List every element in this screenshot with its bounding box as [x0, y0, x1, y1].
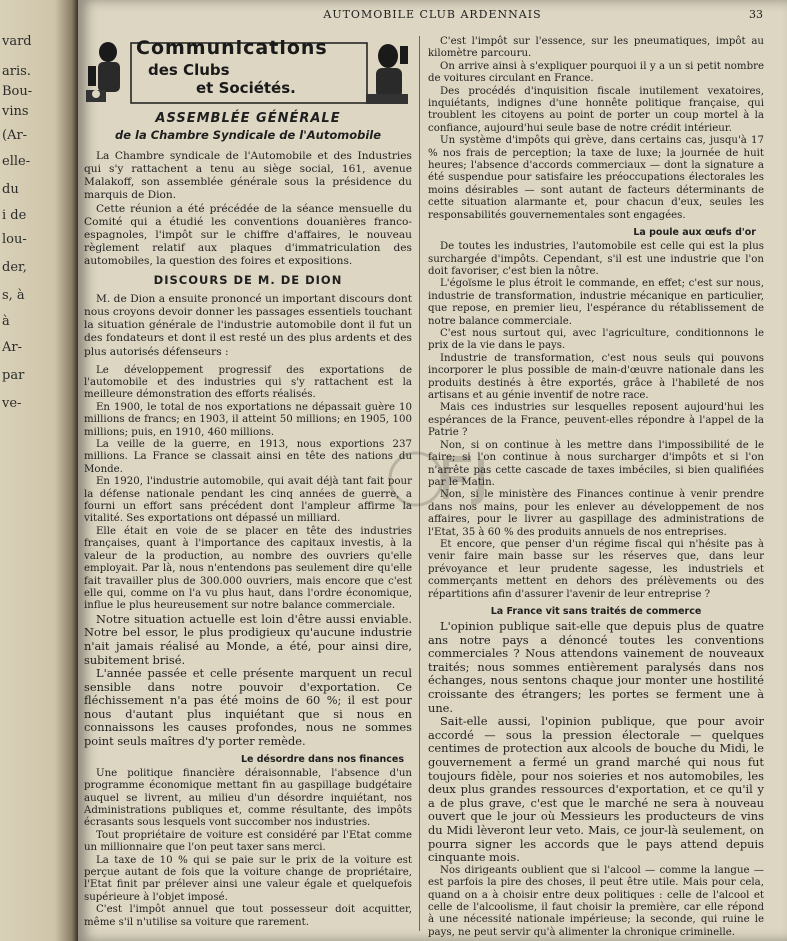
- facing-page-text-fragment: elle-: [2, 154, 31, 169]
- article-subtitle: de la Chambre Syndicale de l'Automobile: [114, 128, 382, 143]
- facing-page-text-fragment: à: [2, 314, 10, 329]
- facing-page-text-fragment: aris.: [2, 64, 31, 79]
- speech-heading: DISCOURS DE M. DE DION: [153, 273, 343, 288]
- finances-paragraph: Tout propriétaire de voiture est considéré par l'Etat comme un millionnaire que l'on peut taxer sans merci.: [84, 829, 412, 854]
- section-heading-traites: La France vit sans traités de commerce: [490, 605, 702, 617]
- body-paragraph: On arrive ainsi à s'expliquer pourquoi il y a un si petit nombre de voitures circulant en France.: [428, 60, 764, 85]
- poule-paragraph: De toutes les industries, l'automobile est celle qui est la plus surchargée d'impôts. Cependant, s'il est une industrie que l'on doit favoriser, c'est bien la nôtre.: [428, 241, 764, 277]
- speech-paragraph: Notre situation actuelle est loin d'être aussi enviable. Notre bel essor, le plus prodigieux qu'aucune industrie n'ait jamais réalisé au Monde, a été, pour ainsi dire, subitement brisé.: [84, 611, 412, 667]
- poule-paragraph: C'est nous surtout qui, avec l'agriculture, conditionnons le prix de la vie dans le pays.: [428, 328, 764, 352]
- body-paragraph: Un système d'impôts qui grève, dans certains cas, jusqu'à 17 % nos frais de perception; la taxe de luxe; la journée de huit heures; l'absence d'accords commerciaux — dont la signature a été suspendue pour satisfaire les préoccupations électorales les moins désirables — sont autant de facteurs déterminants de cette situation alarmante et, pour chacun d'eux, seules les responsabilités gouvernementales sont engagées.: [428, 135, 764, 221]
- finances-paragraph: C'est l'impôt annuel que tout possesseur doit acquitter, même s'il n'utilise sa voiture que rarement.: [84, 904, 412, 928]
- facing-page-edge: [0, 0, 78, 941]
- body-paragraph: C'est l'impôt sur l'essence, sur les pneumatiques, impôt au kilomètre parcouru.: [428, 36, 764, 60]
- speech-intro-paragraph: M. de Dion a ensuite prononcé un important discours dont nous croyons devoir donner les passages essentiels touchant la situation générale de l'industrie automobile dont il fut un des fondateurs et dont il est resté un des plus ardents et des plus autorisés défenseurs :: [84, 293, 412, 358]
- speech-paragraph: L'année passée et celle présente marquent un recul sensible dans notre pouvoir d'exportation. Ce fléchissement n'a pas été moins de 60 %; il est pour nous d'autant plus inquiétant que si nous en connaissons les causes profondes, nous ne sommes point seuls maîtres d'y porter remède.: [84, 666, 412, 749]
- telephone-figure-illustration: [84, 36, 128, 106]
- facing-page-text-fragment: i de: [2, 208, 27, 223]
- page-number: 33: [749, 8, 763, 21]
- poule-paragraph: Non, si le ministère des Finances continue à venir prendre dans nos mains, pour les enlever au développement de nos affaires, pour le livrer au gaspillage des administrations de l'Etat, 35 à 60 % des produits annuels de nos entreprises.: [428, 489, 764, 538]
- poule-paragraph: Et encore, que penser d'un régime fiscal qui n'hésite pas à venir faire main basse sur les réserves que, dans leur prévoyance et leur prudente sagesse, les industriels et commerçants mettent en dehors des prélèvements ou des répartitions afin d'assurer l'avenir de leur entreprise ?: [428, 538, 764, 600]
- poule-paragraph: Non, si on continue à les mettre dans l'impossibilité de le faire; si l'on continue à nous surcharger d'impôts et si l'on n'arrête pas cette cascade de taxes imbéciles, si bien qualifiées par le Matin.: [428, 439, 764, 488]
- facing-page-text-fragment: du: [2, 182, 19, 197]
- facing-page-text-fragment: (Ar-: [2, 128, 28, 143]
- speech-paragraph: La veille de la guerre, en 1913, nous exportions 237 millions. La France se classait ainsi en tête des nations du Monde.: [84, 439, 412, 475]
- poule-paragraph: L'égoïsme le plus étroit le commande, en effet; c'est sur nous, industrie de transformation, industrie mécanique en particulier, que repose, en premier lieu, l'espérance du rétablissement de notre balance commerciale.: [428, 278, 764, 327]
- traites-paragraph: Sait-elle aussi, l'opinion publique, que pour avoir accordé — sous la pression électorale — quelques centimes de protection aux alcools de bouche du Midi, le gouvernement a fermé un grand marché qui nous fut toujours fidèle, pour nos soieries et nos automobiles, les deux plus grandes ressources d'exportation, et ce qu'il y a de plus grave, c'est que le marché ne sera à nouveau ouvert que le jour où Messieurs les producteurs de vins du Midi lèveront leur veto. Mais, ce jour-là seulement, on pourra signer les accords que le pays attend depuis cinquante mois.: [428, 714, 764, 865]
- banner-title-line2: des Clubs: [148, 61, 230, 79]
- facing-page-text-fragment: vins: [2, 104, 29, 119]
- facing-page-text-fragment: Ar-: [2, 340, 22, 355]
- speech-paragraph: Elle était en voie de se placer en tête des industries françaises, quant à l'importance des capitaux investis, à la valeur de la production, au nombre des ouvriers qu'elle employait. Par là, nous n'entendons pas seulement dire qu'elle fait travailler plus de 300.000 ouvriers, mais encore que c'est elle qui, comme on l'a vu plus haut, dans l'ordre économique, influe le plus heureusement sur notre balance commerciale.: [84, 525, 412, 612]
- facing-page-text-fragment: vard: [2, 34, 32, 49]
- section-heading-finances: Le désordre dans nos finances: [240, 753, 404, 765]
- finances-paragraph: La taxe de 10 % qui se paie sur le prix de la voiture est perçue autant de fois que la voiture change de propriétaire, l'Etat finit par prélever ainsi une valeur égale et quelquefois supérieure à l'objet imposé.: [84, 854, 412, 903]
- banner-title-line1: Communications: [136, 37, 328, 59]
- article-title: ASSEMBLÉE GÉNÉRALE: [155, 111, 341, 126]
- facing-page-text-fragment: Bou-: [2, 84, 33, 99]
- speech-paragraph: En 1920, l'industrie automobile, qui avait déjà tant fait pour la défense nationale pendant les cinq années de guerre, a fourni un effort sans précédent dont l'ampleur affirme la vitalité. Ses exportations ont dépassé un milliard.: [84, 476, 412, 525]
- speech-paragraph: En 1900, le total de nos exportations ne dépassait guère 10 millions de francs; en 1903, il atteint 50 millions; en 1905, 100 millions; puis, en 1910, 460 millions.: [84, 401, 412, 438]
- section-banner: [84, 36, 412, 106]
- traites-paragraph: Nos dirigeants oublient que si l'alcool — comme la langue — est parfois la pire des choses, il peut être utile. Mais pour cela, quand on a à choisir entre deux politiques : celle de l'alcool et celle de l'alcoolisme, il faut choisir la première, car elle répond à une nécessité nationale impérieuse; la seconde, qui ruine le pays, ne peut servir qu'à alimenter la chronique criminelle.: [428, 864, 764, 938]
- intro-paragraph: Cette réunion a été précédée de la séance mensuelle du Comité qui a étudié les conventions douanières franco-espagnoles, l'impôt sur le chiffre d'affaires, le nouveau règlement relatif aux plaques d'immatriculation des automobiles, la question des foires et expositions.: [84, 202, 412, 267]
- facing-page-text-fragment: lou-: [2, 232, 27, 247]
- facing-page-text-fragment: der,: [2, 260, 27, 275]
- library-stamp-watermark: [376, 444, 506, 514]
- left-column: [84, 36, 412, 929]
- traites-paragraph: L'opinion publique sait-elle que depuis plus de quatre ans notre pays a dénoncé toutes les conventions commerciales ? Nous attendons vainement de nouveaux traités; nous sommes entièrement paralysés dans nos échanges, nous sentons chaque jour monter une hostilité croissante des étrangers; les portes se ferment une à une.: [428, 619, 764, 715]
- poule-paragraph: Industrie de transformation, c'est nous seuls qui pouvons incorporer le plus possible de main-d'œuvre nationale dans les produits destinés à être exportés, grâce à l'habileté de nos artisans et au génie inventif de notre race.: [428, 352, 764, 402]
- section-heading-poule: La poule aux œufs d'or: [633, 227, 756, 239]
- banner-title-line3: et Sociétés.: [196, 79, 296, 97]
- body-paragraph: Des procédés d'inquisition fiscale inutilement vexatoires, inquiétants, indignes d'une honnête politique française, qui troublent les citoyens au point de porter un coup mortel à la confiance, aujourd'hui seule base de notre crédit intérieur.: [428, 85, 764, 134]
- telephone-man-illustration: [362, 38, 412, 106]
- speech-paragraph: Le développement progressif des exportations de l'automobile et des industries qui s'y rattachent est la meilleure démonstration des efforts réalisés.: [84, 364, 412, 401]
- magazine-page: [78, 0, 787, 941]
- facing-page-text-fragment: ve-: [2, 396, 22, 411]
- poule-paragraph: Mais ces industries sur lesquelles reposent aujourd'hui les espérances de la France, peuvent-elles répondre à l'appel de la Patrie ?: [428, 402, 764, 439]
- running-head: AUTOMOBILE CLUB ARDENNAIS: [323, 8, 542, 21]
- facing-page-text-fragment: s, à: [2, 288, 25, 303]
- facing-page-text-fragment: par: [2, 368, 25, 383]
- finances-paragraph: Une politique financière déraisonnable, l'absence d'un programme économique mettant fin au gaspillage budgétaire auquel se livrent, au milieu d'un désordre inquiétant, nos Administrations publiques et, comme résultante, des impôts écrasants sous lesquels vont succomber nos industries.: [84, 767, 412, 829]
- intro-paragraph: La Chambre syndicale de l'Automobile et des Industries qui s'y rattachent a tenu au siège social, 161, avenue Malakoff, son assemblée générale sous la présidence du marquis de Dion.: [84, 150, 412, 202]
